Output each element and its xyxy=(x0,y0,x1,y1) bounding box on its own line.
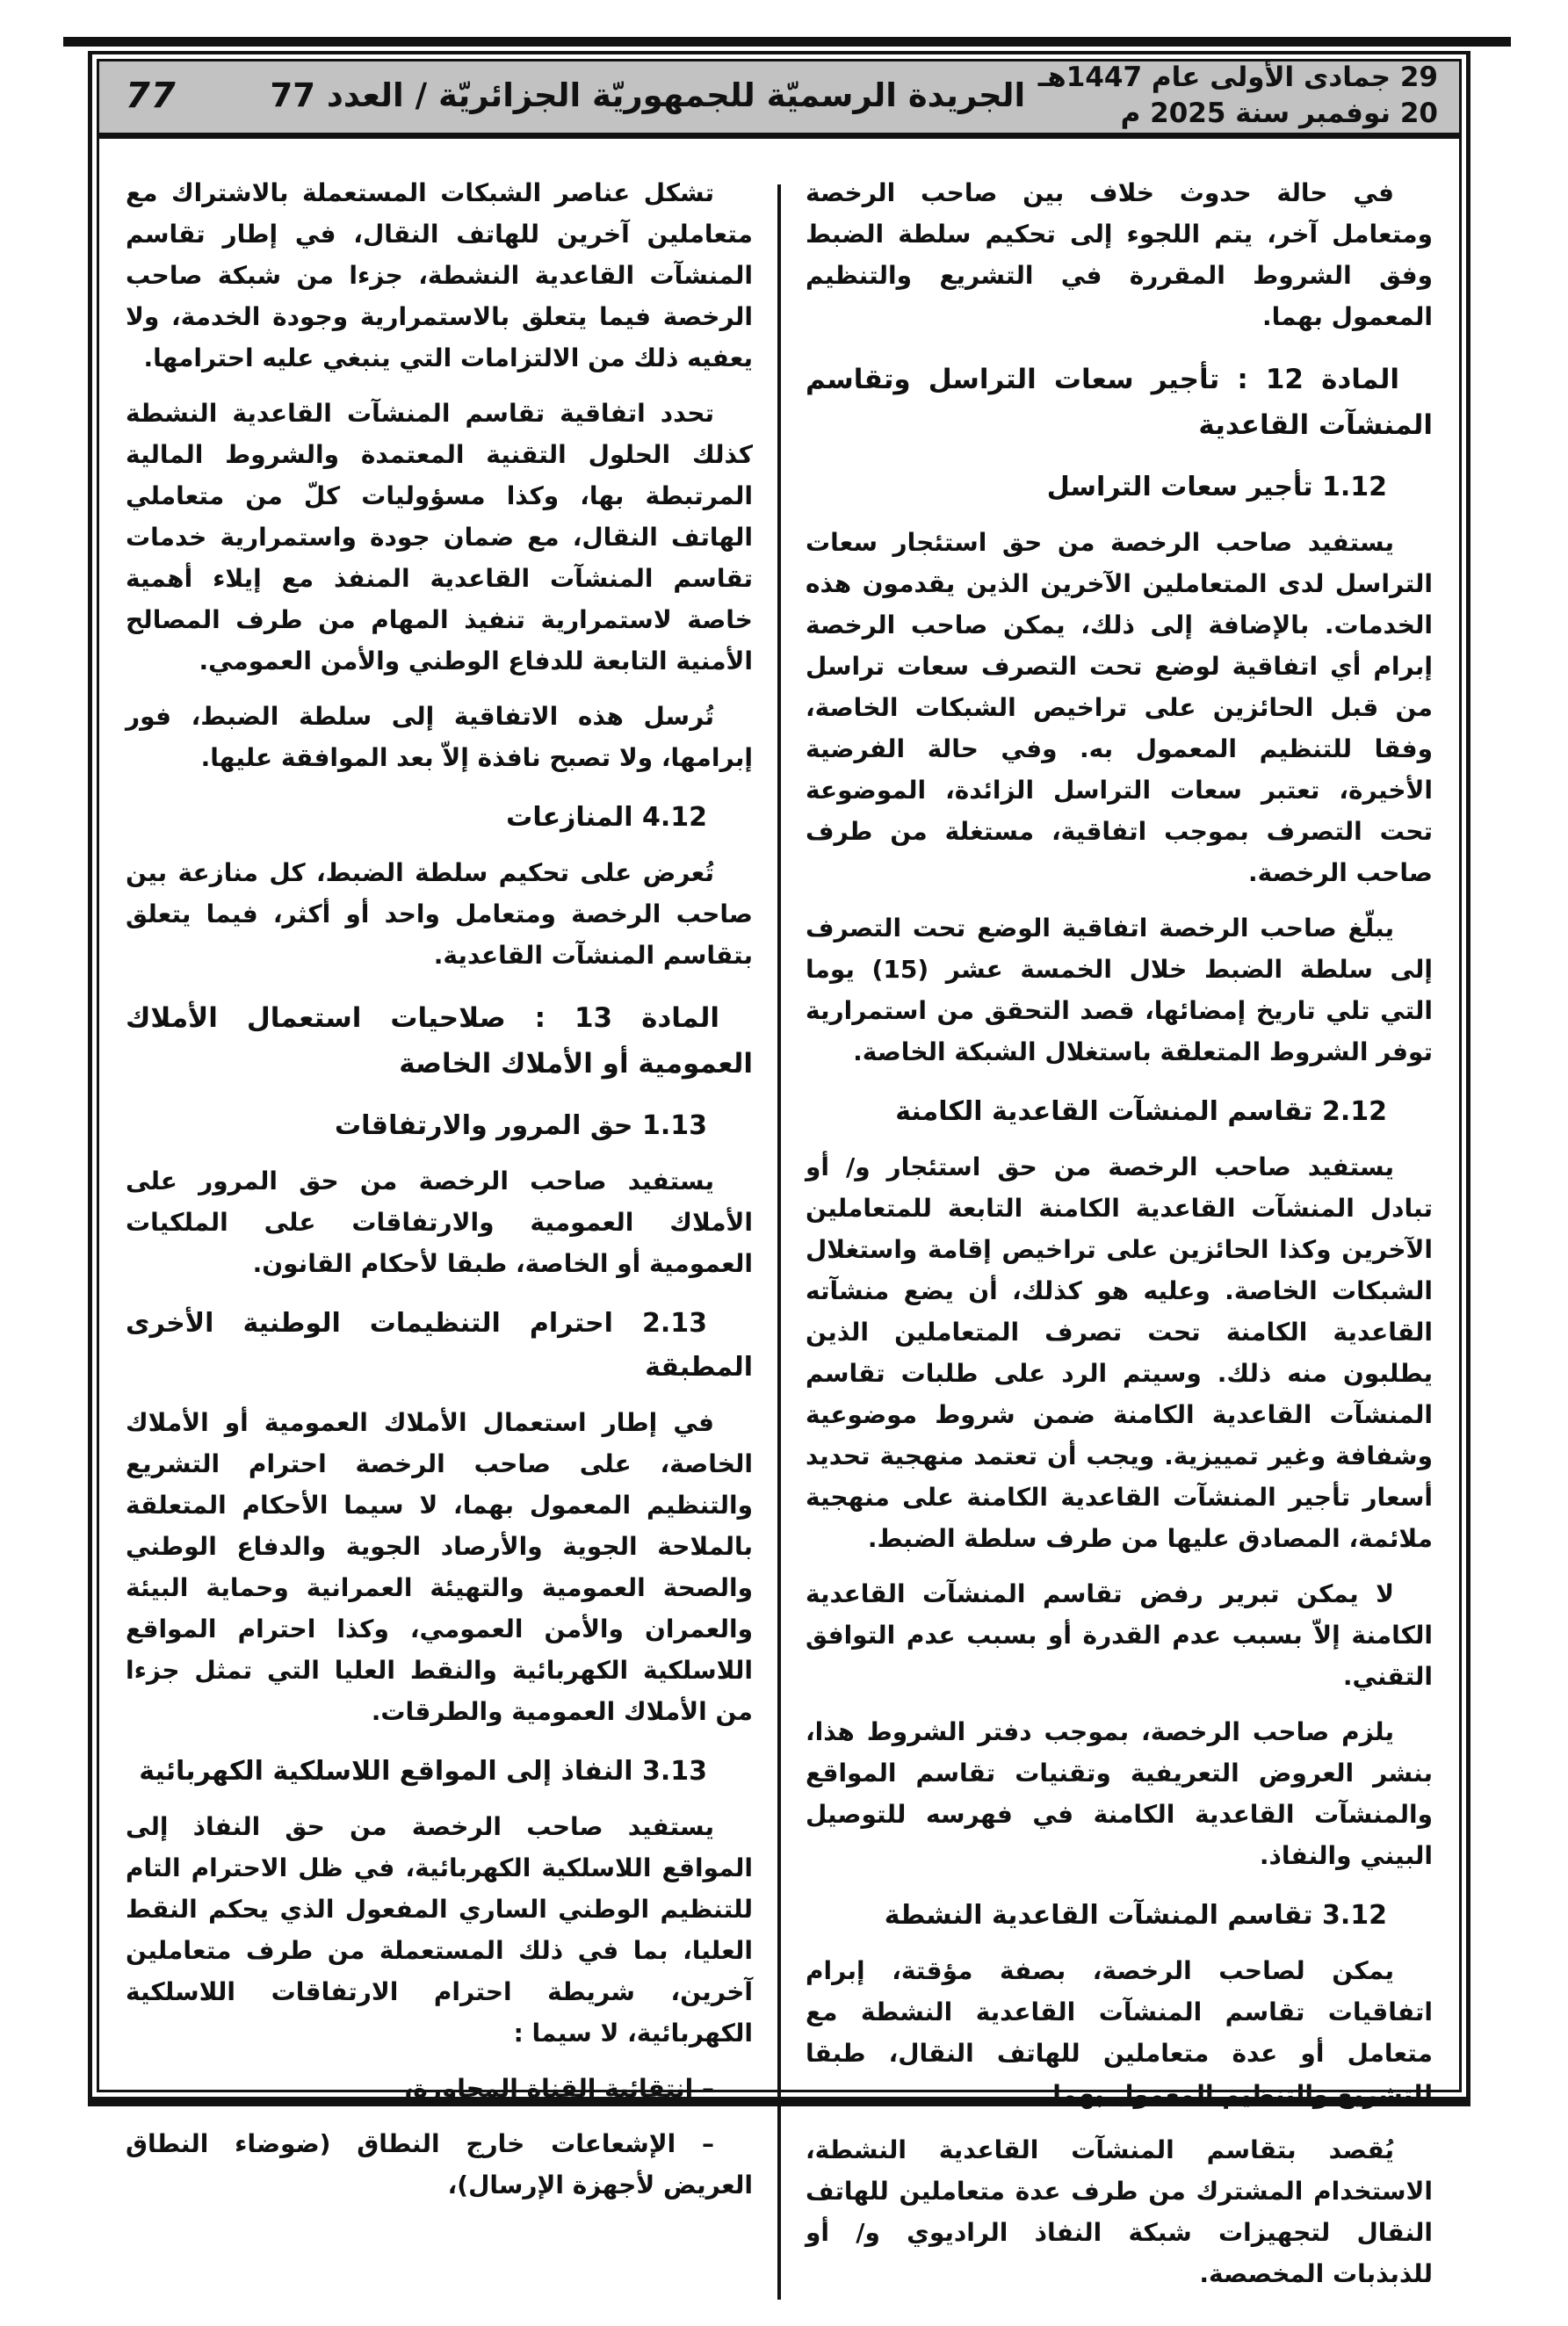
gregorian-date: 20 نوفمبر سنة 2025 م xyxy=(1120,97,1438,129)
section-subheading: 3.13 النفاذ إلى المواقع اللاسلكية الكهربائية xyxy=(139,1756,707,1787)
column-divider xyxy=(777,184,781,2300)
list-item: – انتقائية القناة المجاورة، xyxy=(403,2074,714,2103)
paragraph: تُرسل هذه الاتفاقية إلى سلطة الضبط، فور إبرامها، ولا تصبح نافذة إلاّ بعد الموافقة عليها. xyxy=(126,702,753,772)
left-column xyxy=(126,172,753,2308)
paragraph: لا يمكن تبرير رفض تقاسم المنشآت القاعدية الكامنة إلاّ بسبب عدم القدرة أو بسبب عدم التوافق التقني. xyxy=(806,1579,1433,1691)
article-heading: المادة 13 : صلاحيات استعمال الأملاك العمومية أو الأملاك الخاصة xyxy=(126,1002,753,1080)
page-inner-frame xyxy=(97,59,1462,2288)
paragraph: تشكل عناصر الشبكات المستعملة بالاشتراك مع متعاملين آخرين للهاتف النقال، في إطار تقاسم المنشآت القاعدية النشطة، جزءا من شبكة صاحب الرخصة فيما يتعلق بالاستمرارية وجودة الخدمة، ولا يعفيه ذلك من الالتزامات التي ينبغي عليه احترامها. xyxy=(126,178,753,372)
paragraph: في إطار استعمال الأملاك العمومية أو الأملاك الخاصة، على صاحب الرخصة احترام التشريع والتنظيم المعمول بهما، لا سيما الأحكام المتعلقة بالملاحة الجوية والأرصاد الجوية والدفاع الوطني والصحة العمومية والتهيئة العمرانية وحماية البيئة والعمران والأمن العمومي، وكذا احترام المواقع اللاسلكية الكهربائية والنقط العليا التي تمثل جزءا من الأملاك العمومية والطرقات. xyxy=(126,1408,753,1726)
section-subheading: 2.13 احترام التنظيمات الوطنية الأخرى المطبقة xyxy=(126,1308,753,1383)
paragraph: يمكن لصاحب الرخصة، بصفة مؤقتة، إبرام اتفاقيات تقاسم المنشآت القاعدية النشطة مع متعامل أو عدة متعاملين للهاتف النقال، طبقا للتشريع والتنظيم المعمول بهما. xyxy=(806,1956,1433,2109)
page-number: 77 xyxy=(126,75,177,116)
paragraph: تحدد اتفاقية تقاسم المنشآت القاعدية النشطة كذلك الحلول التقنية المعتمدة والشروط المالية المرتبطة بها، وكذا مسؤوليات كلّ من متعاملي الهاتف النقال، مع ضمان جودة واستمرارية خدمات تقاسم المنشآت القاعدية المنفذ مع إيلاء أهمية خاصة لاستمرارية تنفيذ المهام من طرف المصالح الأمنية التابعة للدفاع الوطني والأمن العمومي. xyxy=(126,399,753,675)
issue-dates xyxy=(1038,60,1438,132)
section-subheading: 1.12 تأجير سعات التراسل xyxy=(1046,472,1387,502)
paragraph: تُعرض على تحكيم سلطة الضبط، كل منازعة بين صاحب الرخصة ومتعامل واحد أو أكثر، فيما يتعلق بتقاسم المنشآت القاعدية. xyxy=(126,858,753,970)
section-subheading: 4.12 المنازعات xyxy=(506,802,707,833)
paragraph: يلزم صاحب الرخصة، بموجب دفتر الشروط هذا، بنشر العروض التعريفية وتقنيات تقاسم المواقع والمنشآت القاعدية الكامنة في فهرسه للتوصيل البيني والنفاذ. xyxy=(806,1717,1433,1870)
top-rule xyxy=(63,37,1511,47)
list-item: – الإشعاعات خارج النطاق (ضوضاء النطاق العريض لأجهزة الإرسال)، xyxy=(126,2129,753,2200)
paragraph: في حالة حدوث خلاف بين صاحب الرخصة ومتعامل آخر، يتم اللجوء إلى تحكيم سلطة الضبط وفق الشروط المقررة في التشريع والتنظيم المعمول بهما. xyxy=(806,178,1433,331)
paragraph: يُقصد بتقاسم المنشآت القاعدية النشطة، الاستخدام المشترك من طرف عدة متعاملين للهاتف النقال لتجهيزات شبكة النفاذ الراديوي و/ أو للذبذبات المخصصة. xyxy=(806,2135,1433,2288)
gazette-title: الجريدة الرسميّة للجمهوريّة الجزائريّة / العدد 77 xyxy=(270,76,1026,114)
section-subheading: 1.13 حق المرور والارتفاقات xyxy=(335,1110,707,1141)
hijri-date: 29 جمادى الأولى عام 1447هـ xyxy=(1037,61,1438,93)
paragraph: يستفيد صاحب الرخصة من حق استئجار سعات التراسل لدى المتعاملين الآخرين الذين يقدمون هذه الخدمات. بالإضافة إلى ذلك، يمكن صاحب الرخصة إبرام أي اتفاقية لوضع تحت التصرف سعات تراسل من قبل الحائزين على تراخيص الشبكات الخاصة، وفقا للتنظيم المعمول به. وفي حالة الفرضية الأخيرة، تعتبر سعات التراسل الزائدة، الموضوعة تحت التصرف بموجب اتفاقية، مستغلة من طرف صاحب الرخصة. xyxy=(806,528,1433,887)
page-body xyxy=(99,139,1459,2326)
article-heading: المادة 12 : تأجير سعات التراسل وتقاسم المنشآت القاعدية xyxy=(806,364,1433,441)
section-subheading: 3.12 تقاسم المنشآت القاعدية النشطة xyxy=(884,1900,1387,1931)
section-subheading: 2.12 تقاسم المنشآت القاعدية الكامنة xyxy=(895,1096,1387,1127)
paragraph: يستفيد صاحب الرخصة من حق استئجار و/ أو تبادل المنشآت القاعدية الكامنة التابعة للمتعاملين الآخرين وكذا الحائزين على تراخيص إقامة واستغلال الشبكات الخاصة. وعليه هو كذلك، أن يضع منشآته القاعدية الكامنة تحت تصرف المتعاملين الذين يطلبون منه ذلك. وسيتم الرد على طلبات تقاسم المنشآت القاعدية الكامنة ضمن شروط موضوعية وشفافة وغير تمييزية. ويجب أن تعتمد منهجية تحديد أسعار تأجير المنشآت القاعدية الكامنة على منهجية ملائمة، المصادق عليها من طرف سلطة الضبط. xyxy=(806,1152,1433,1553)
page-header xyxy=(99,61,1459,139)
paragraph: يبلّغ صاحب الرخصة اتفاقية الوضع تحت التصرف إلى سلطة الضبط خلال الخمسة عشر (15) يوما التي تلي تاريخ إمضائها، قصد التحقق من استمرارية توفر الشروط المتعلقة باستغلال الشبكة الخاصة. xyxy=(806,914,1433,1066)
paragraph: يستفيد صاحب الرخصة من حق النفاذ إلى المواقع اللاسلكية الكهربائية، في ظل الاحترام التام للتنظيم الوطني الساري المفعول الذي يحكم النقط العليا، بما في ذلك المستعملة من طرف متعاملين آخرين، شريطة احترام الارتفاقات اللاسلكية الكهربائية، لا سيما : xyxy=(126,1812,753,2048)
right-column xyxy=(806,172,1433,2308)
paragraph: يستفيد صاحب الرخصة من حق المرور على الأملاك العمومية والارتفاقات على الملكيات العمومية أو الخاصة، طبقا لأحكام القانون. xyxy=(126,1167,753,1278)
page-frame xyxy=(88,51,1470,2288)
